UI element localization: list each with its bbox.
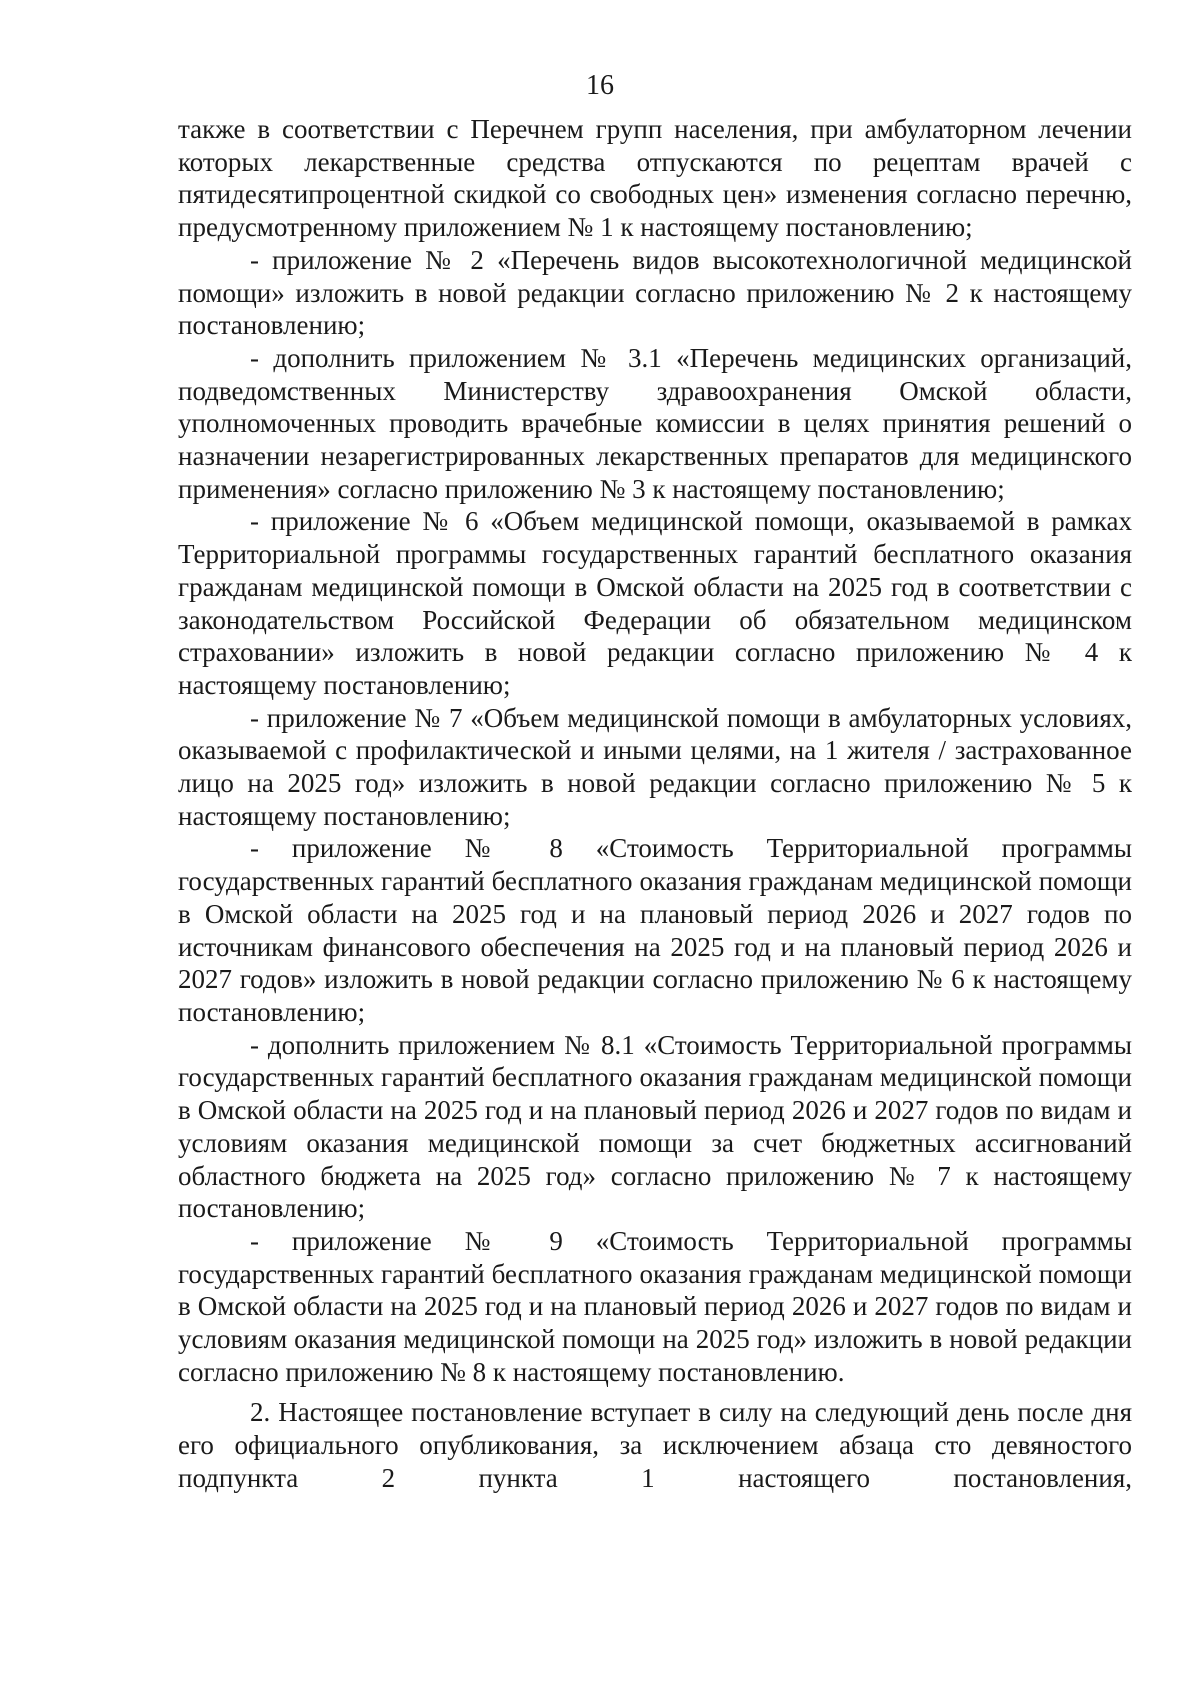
paragraph-appendix-8-1: - дополнить приложением № 8.1 «Стоимость Территориальной программы государственных гарантий бесплатного оказания гражданам медицинской помощи в Омской области на 2025 год и на плановый период 2026 и 2027 годов по видам и условиям оказания медицинской помощи за счет бюджетных ассигнований областного бюджета на 2025 год» согласно приложению № 7 к настоящему постановлению; [178, 1029, 1132, 1224]
paragraph-effective-date: 2. Настоящее постановление вступает в силу на следующий день после дня его официального опубликования, за исключением абзаца сто девяностого подпункта 2 пункта 1 настоящего постановления, [178, 1397, 1132, 1493]
paragraph-continuation: также в соответствии с Перечнем групп населения, при амбулаторном лечении которых лекарственные средства отпускаются по рецептам врачей с пятидесятипроцентной скидкой со свободных цен» изменения согласно перечню, предусмотренному приложением № 1 к настоящему постановлению; [178, 114, 1132, 243]
page-number: 16 [586, 70, 614, 101]
document-body [178, 113, 1132, 1495]
paragraph-appendix-7: - приложение № 7 «Объем медицинской помощи в амбулаторных условиях, оказываемой с профилактической и иными целями, на 1 жителя / застрахованное лицо на 2025 год» изложить в новой редакции согласно приложению № 5 к настоящему постановлению; [178, 702, 1132, 831]
paragraph-appendix-6: - приложение № 6 «Объем медицинской помощи, оказываемой в рамках Территориальной программы государственных гарантий бесплатного оказания гражданам медицинской помощи в Омской области на 2025 год в соответствии с законодательством Российской Федерации об обязательном медицинском страховании» изложить в новой редакции согласно приложению № 4 к настоящему постановлению; [178, 506, 1132, 700]
paragraph-appendix-9: - приложение № 9 «Стоимость Территориальной программы государственных гарантий бесплатного оказания гражданам медицинской помощи в Омской области на 2025 год и на плановый период 2026 и 2027 годов по видам и условиям оказания медицинской помощи на 2025 год» изложить в новой редакции согласно приложению № 8 к настоящему постановлению. [178, 1225, 1132, 1387]
paragraph-appendix-8: - приложение № 8 «Стоимость Территориальной программы государственных гарантий бесплатного оказания гражданам медицинской помощи в Омской области на 2025 год и на плановый период 2026 и 2027 годов по источникам финансового обеспечения на 2025 год и на плановый период 2026 и 2027 годов» изложить в новой редакции согласно приложению № 6 к настоящему постановлению; [178, 833, 1132, 1027]
paragraph-appendix-3-1: - дополнить приложением № 3.1 «Перечень медицинских организаций, подведомственных Министерству здравоохранения Омской области, уполномоченных проводить врачебные комиссии в целях принятия решений о назначении незарегистрированных лекарственных препаратов для медицинского применения» согласно приложению № 3 к настоящему постановлению; [178, 342, 1132, 504]
paragraph-appendix-2: - приложение № 2 «Перечень видов высокотехнологичной медицинской помощи» изложить в новой редакции согласно приложению № 2 к настоящему постановлению; [178, 244, 1132, 341]
